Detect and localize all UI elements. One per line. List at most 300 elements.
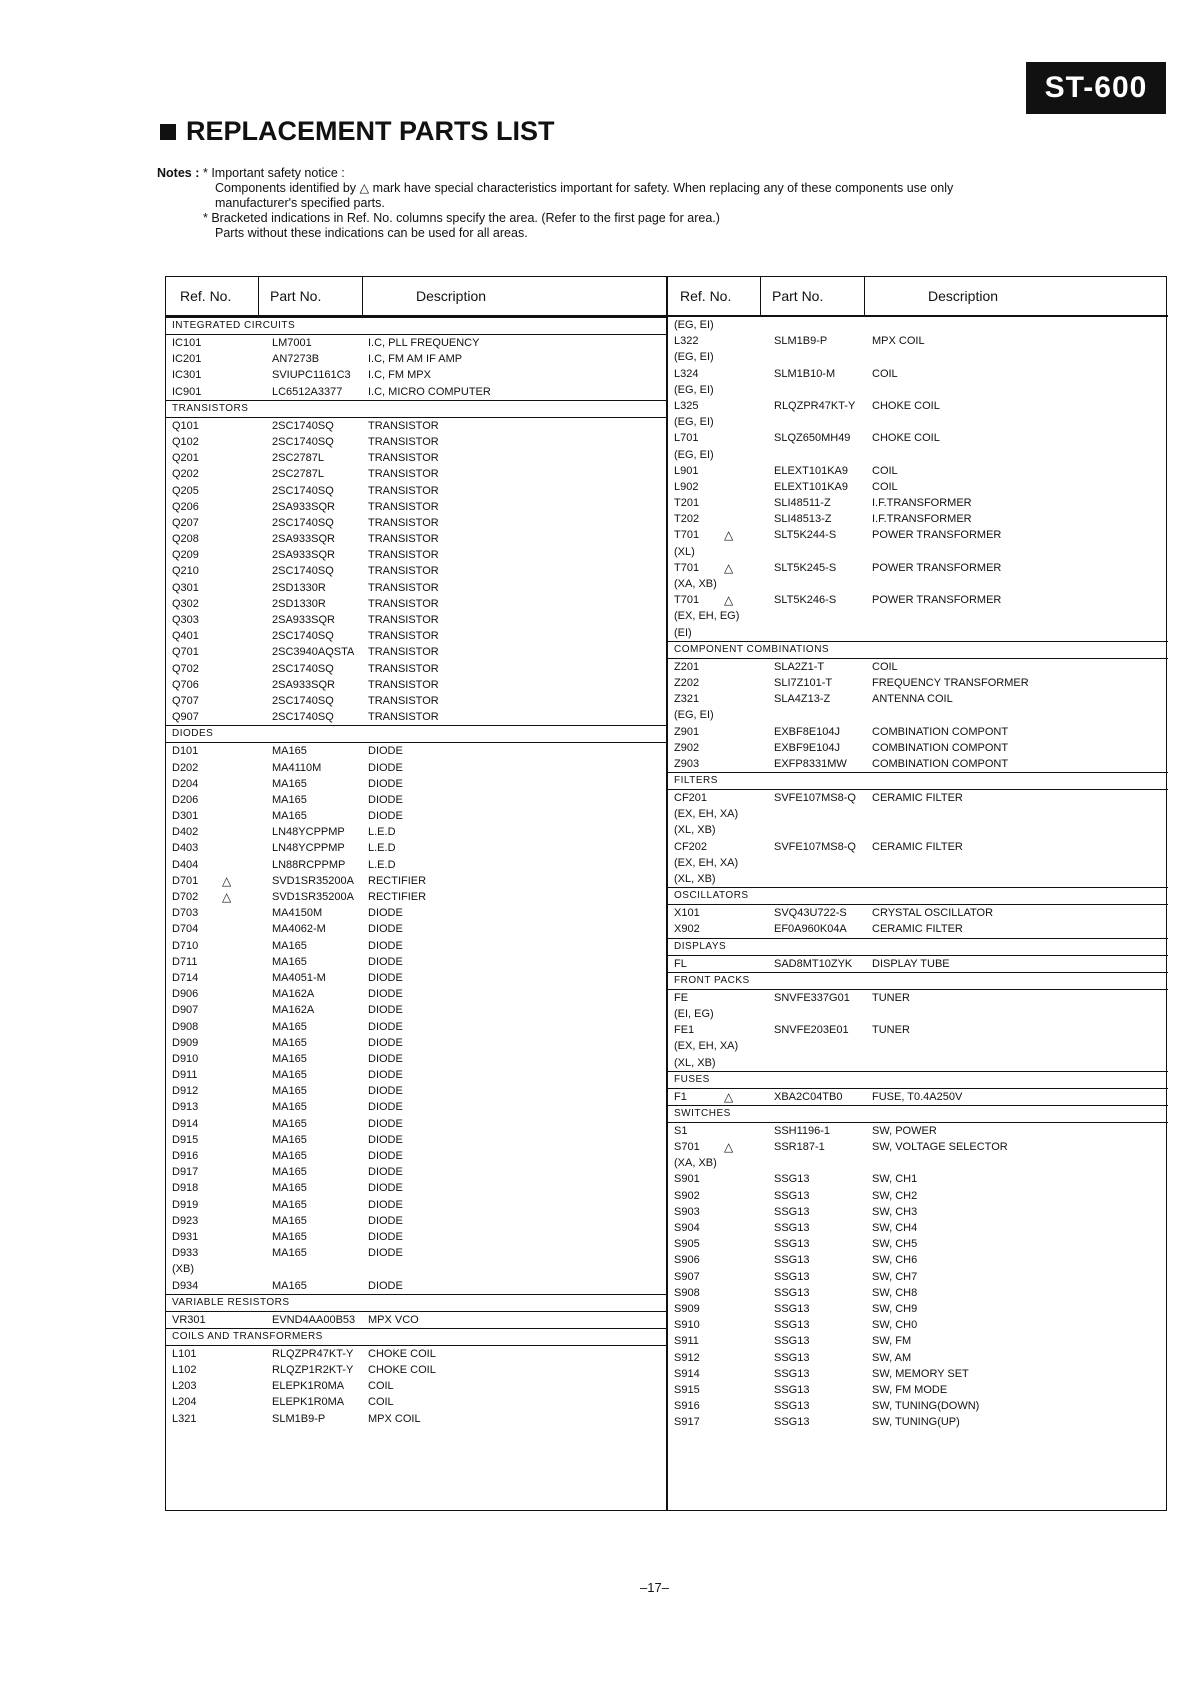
ref-no: D404 [172, 858, 199, 871]
warning-triangle-icon: △ [724, 560, 734, 575]
part-no: SAD8MT10ZYK [774, 957, 853, 970]
table-row [668, 822, 1168, 838]
part-no: SSG13 [774, 1335, 810, 1348]
description: ANTENNA COIL [872, 693, 953, 706]
table-row [668, 527, 1168, 543]
table-row [166, 418, 666, 434]
part-no: MA165 [272, 1182, 307, 1195]
table-row [166, 857, 666, 873]
part-no: 2SC2787L [272, 452, 324, 465]
description: I.C, FM AM IF AMP [368, 353, 463, 366]
part-no: MA165 [272, 810, 307, 823]
ref-no: D701 [172, 874, 199, 887]
description: COMBINATION COMPONT [872, 725, 1009, 738]
ref-no: F1 [674, 1090, 687, 1103]
header-ref: Ref. No. [680, 288, 732, 304]
description: SW, CH4 [872, 1222, 918, 1234]
ref-no: S701 [674, 1141, 700, 1154]
description: DIODE [368, 1036, 403, 1049]
ref-no: D911 [172, 1069, 198, 1082]
part-no: MA165 [272, 1279, 307, 1292]
part-no: SSG13 [774, 1400, 810, 1413]
ref-no: D702 [172, 891, 199, 903]
ref-no: Q907 [172, 711, 199, 724]
table-row [166, 954, 666, 970]
description: SW, TUNING(DOWN) [872, 1400, 980, 1413]
table-row [166, 1148, 666, 1164]
part-no: SSG13 [774, 1367, 810, 1380]
ref-no: D204 [172, 777, 199, 790]
description: DIODE [368, 1117, 403, 1130]
part-no: MA165 [272, 1166, 307, 1179]
description: DISPLAY TUBE [872, 957, 950, 970]
ref-no: D916 [172, 1150, 199, 1162]
warning-triangle-icon: △ [222, 890, 232, 904]
part-no: 2SA933SQR [272, 678, 335, 691]
ref-no: S905 [674, 1238, 700, 1251]
table-row [166, 351, 666, 367]
ref-no: L204 [172, 1396, 197, 1409]
ref-no: FE1 [674, 1024, 695, 1037]
ref-no: Q208 [172, 533, 199, 546]
description: RECTIFIER [368, 874, 427, 887]
part-no: 2SD1330R [272, 597, 326, 610]
part-no: MA162A [272, 988, 315, 1001]
part-no: SLT5K246-S [774, 594, 837, 607]
description: DIODE [368, 1198, 403, 1211]
notes-line-4: * Bracketed indications in Ref. No. columns specify the area. (Refer to the first page for area.) [203, 211, 720, 225]
page-number: –17– [640, 1580, 669, 1595]
table-row [668, 1055, 1168, 1071]
part-no: SSG13 [774, 1416, 810, 1429]
table-row [166, 483, 666, 499]
description: I.F.TRANSFORMER [872, 497, 972, 510]
table-row [668, 1139, 1168, 1155]
parts-column-right [666, 277, 1168, 1510]
description: CERAMIC FILTER [872, 923, 963, 936]
part-no: 2SC1740SQ [272, 711, 334, 724]
ref-no: Q206 [172, 500, 199, 513]
ref-no: S908 [674, 1286, 700, 1299]
ref-no: S915 [674, 1383, 700, 1396]
parts-column-left [166, 277, 666, 1510]
description: I.C, FM MPX [368, 369, 431, 382]
ref-no: S917 [674, 1416, 700, 1429]
ref-no: D907 [172, 1004, 199, 1017]
ref-no: IC901 [172, 385, 202, 398]
table-row [166, 1099, 666, 1115]
notes-line-2a: Components identified by [215, 181, 357, 195]
description: TRANSISTOR [368, 500, 439, 513]
description: DIODE [368, 1004, 403, 1017]
description: CHOKE COIL [368, 1347, 436, 1360]
ref-no: T202 [674, 513, 700, 526]
ref-no: Q209 [172, 549, 199, 562]
table-header-left [166, 277, 666, 317]
part-no: EXBF9E104J [774, 741, 841, 754]
ref-no: (XL, XB) [674, 824, 716, 837]
table-row [166, 1197, 666, 1213]
table-row [668, 1366, 1168, 1382]
part-no: SLA2Z1-T [774, 660, 825, 673]
table-row [166, 970, 666, 986]
table-row [166, 1378, 666, 1394]
table-row [668, 414, 1168, 430]
page-title-text: REPLACEMENT PARTS LIST [186, 116, 555, 146]
ref-no: S910 [674, 1319, 700, 1332]
part-no: RLQZPR47KT-Y [774, 399, 856, 412]
ref-no: L102 [172, 1364, 197, 1377]
description: TRANSISTOR [368, 533, 439, 546]
table-row [668, 839, 1168, 855]
ref-no: IC101 [172, 337, 202, 349]
ref-no: IC301 [172, 369, 202, 382]
part-no: SSG13 [774, 1383, 810, 1396]
part-no: SVQ43U722-S [774, 907, 847, 920]
part-no: MA165 [272, 1230, 307, 1243]
table-row [166, 1083, 666, 1099]
ref-no: L901 [674, 464, 699, 477]
ref-no: L203 [172, 1380, 197, 1393]
warning-triangle-icon: △ [359, 181, 370, 195]
table-row [668, 1171, 1168, 1187]
part-no: EF0A960K04A [774, 923, 847, 936]
part-no: MA4062-M [272, 923, 326, 936]
table-row [166, 596, 666, 612]
ref-no: S914 [674, 1367, 700, 1380]
warning-triangle-icon: △ [222, 873, 232, 888]
table-row [166, 466, 666, 482]
table-row [166, 743, 666, 759]
description: DIODE [368, 1182, 403, 1195]
ref-no: S909 [674, 1302, 700, 1315]
table-row [166, 873, 666, 889]
ref-no: D933 [172, 1247, 199, 1260]
description: DIODE [368, 810, 403, 823]
table-row [668, 560, 1168, 576]
part-no: SSG13 [774, 1173, 810, 1186]
table-row [668, 1236, 1168, 1252]
description: COMBINATION COMPONT [872, 741, 1009, 754]
description: COIL [368, 1396, 394, 1409]
warning-triangle-icon: △ [724, 1089, 734, 1104]
table-row [668, 625, 1168, 641]
description: SW, CH5 [872, 1238, 918, 1251]
part-no: MA165 [272, 1198, 307, 1211]
part-no: SVIUPC1161C3 [272, 369, 351, 382]
part-no: MA165 [272, 1117, 307, 1130]
description: DIODE [368, 1069, 403, 1082]
header-desc: Description [416, 288, 487, 304]
ref-no: (XL, XB) [674, 1056, 716, 1069]
description: COIL [872, 480, 898, 493]
header-desc: Description [928, 288, 999, 304]
description: RECTIFIER [368, 891, 427, 903]
part-no: SLM1B10-M [774, 367, 836, 380]
section-header: DIODES [166, 725, 666, 743]
ref-no: D914 [172, 1117, 199, 1130]
table-row [668, 592, 1168, 608]
ref-no: S912 [674, 1351, 700, 1364]
description: TRANSISTOR [368, 646, 439, 659]
ref-no: S903 [674, 1205, 700, 1218]
table-row [668, 398, 1168, 414]
ref-no: L902 [674, 480, 699, 493]
ref-no: (EI, EG) [674, 1007, 714, 1020]
description: DIODE [368, 793, 403, 806]
header-part: Part No. [270, 288, 322, 304]
description: FREQUENCY TRANSFORMER [872, 676, 1029, 689]
part-no: SSG13 [774, 1351, 810, 1364]
part-no: MA165 [272, 1247, 307, 1260]
table-row [668, 317, 1168, 333]
table-row [668, 724, 1168, 740]
table-row [166, 889, 666, 905]
description: TRANSISTOR [368, 452, 439, 465]
description: SW, CH0 [872, 1319, 918, 1332]
description: DIODE [368, 1230, 403, 1243]
table-row [166, 515, 666, 531]
part-no: MA4051-M [272, 971, 326, 984]
ref-no: FE [674, 991, 689, 1004]
table-row [668, 1269, 1168, 1285]
description: SW, FM MODE [872, 1383, 948, 1396]
model-badge: ST-600 [1026, 62, 1166, 114]
part-no: 2SC3940AQSTA [272, 646, 355, 659]
ref-no: (EG, EI) [674, 351, 714, 364]
description: TRANSISTOR [368, 678, 439, 691]
part-no: 2SC1740SQ [272, 435, 334, 448]
description: TRANSISTOR [368, 597, 439, 610]
description: DIODE [368, 1085, 403, 1098]
ref-no: Q707 [172, 694, 199, 707]
table-row [668, 1333, 1168, 1349]
part-no: MA165 [272, 939, 307, 952]
section-header: TRANSISTORS [166, 400, 666, 418]
ref-no: D931 [172, 1230, 199, 1243]
part-no: LN48YCPPMP [272, 842, 345, 855]
bullet-square-icon [160, 124, 176, 140]
table-row [668, 1414, 1168, 1430]
table-row [166, 434, 666, 450]
table-row [166, 580, 666, 596]
description: TRANSISTOR [368, 435, 439, 448]
ref-no: D710 [172, 939, 199, 952]
table-row [668, 1350, 1168, 1366]
part-no: MA165 [272, 1020, 307, 1033]
ref-no: (XL, XB) [674, 873, 716, 885]
table-row [166, 1261, 666, 1277]
part-no: AN7273B [272, 353, 320, 366]
section-header: SWITCHES [668, 1105, 1168, 1123]
description: SW, CH9 [872, 1302, 918, 1315]
table-row [668, 691, 1168, 707]
table-row [166, 709, 666, 725]
part-no: MA165 [272, 1085, 307, 1098]
table-row [668, 855, 1168, 871]
table-row [166, 1394, 666, 1410]
part-no: 2SA933SQR [272, 549, 335, 562]
table-row [668, 1188, 1168, 1204]
ref-no: (EX, EH, XA) [674, 856, 739, 869]
section-header: OSCILLATORS [668, 887, 1168, 905]
description: SW, CH7 [872, 1270, 918, 1283]
table-row [166, 563, 666, 579]
ref-no: (XA, XB) [674, 578, 717, 590]
ref-no: S904 [674, 1222, 700, 1234]
description: DIODE [368, 988, 403, 1001]
table-row [668, 447, 1168, 463]
table-row [668, 349, 1168, 365]
description: DIODE [368, 1150, 403, 1162]
part-no: SNVFE203E01 [774, 1024, 849, 1037]
warning-triangle-icon: △ [724, 593, 734, 608]
ref-no: D301 [172, 810, 199, 823]
notes-label: Notes : [157, 166, 200, 180]
table-row [166, 384, 666, 400]
description: I.C, PLL FREQUENCY [368, 337, 480, 349]
ref-no: D919 [172, 1198, 199, 1211]
table-row [166, 1180, 666, 1196]
table-row [166, 1346, 666, 1362]
part-no: SLM1B9-P [272, 1412, 326, 1425]
table-row [166, 776, 666, 792]
ref-no: Q702 [172, 662, 199, 675]
table-row [668, 756, 1168, 772]
ref-no: L701 [674, 432, 699, 445]
ref-no: D714 [172, 971, 199, 984]
description: COIL [872, 464, 898, 477]
part-no: 2SA933SQR [272, 533, 335, 546]
description: TRANSISTOR [368, 565, 439, 578]
part-no: SVFE107MS8-Q [774, 840, 856, 853]
part-no: LM7001 [272, 337, 312, 349]
description: TRANSISTOR [368, 419, 439, 432]
description: TRANSISTOR [368, 662, 439, 675]
ref-no: CF201 [674, 792, 708, 805]
description: DIODE [368, 1133, 403, 1146]
table-row [166, 760, 666, 776]
table-row [166, 677, 666, 693]
part-no: SLI7Z101-T [774, 676, 833, 689]
part-no: SVD1SR35200A [272, 874, 354, 887]
table-row [166, 1067, 666, 1083]
table-row [668, 382, 1168, 398]
ref-no: (EX, EH, EG) [674, 610, 740, 623]
ref-no: Z901 [674, 725, 700, 738]
table-row [166, 612, 666, 628]
table-row [668, 1301, 1168, 1317]
description: TUNER [872, 991, 910, 1004]
table-row [668, 1155, 1168, 1171]
ref-no: S907 [674, 1270, 700, 1283]
ref-no: Q205 [172, 484, 199, 497]
part-no: 2SC1740SQ [272, 694, 334, 707]
ref-no: S906 [674, 1254, 700, 1267]
part-no: SVD1SR35200A [272, 891, 354, 903]
description: SW, AM [872, 1351, 912, 1364]
description: MPX VCO [368, 1313, 419, 1326]
table-row [668, 871, 1168, 887]
description: DIODE [368, 1101, 403, 1114]
rows-right [668, 317, 1168, 1430]
table-row [166, 1411, 666, 1427]
description: DIODE [368, 907, 403, 920]
ref-no: S902 [674, 1189, 700, 1202]
table-row [166, 808, 666, 824]
table-row [166, 1229, 666, 1245]
part-no: MA4110M [272, 761, 322, 774]
table-row [166, 1051, 666, 1067]
part-no: ELEPK1R0MA [272, 1380, 345, 1393]
table-row [668, 511, 1168, 527]
part-no: XBA2C04TB0 [774, 1090, 843, 1103]
part-no: ELEPK1R0MA [272, 1396, 345, 1409]
ref-no: T701 [674, 594, 700, 607]
table-row [166, 1213, 666, 1229]
description: DIODE [368, 939, 403, 952]
ref-no: D202 [172, 761, 199, 774]
table-row [668, 905, 1168, 921]
description: DIODE [368, 1279, 403, 1292]
table-row [166, 1035, 666, 1051]
ref-no: D913 [172, 1101, 199, 1114]
section-header: DISPLAYS [668, 938, 1168, 956]
description: POWER TRANSFORMER [872, 561, 1002, 574]
part-no: SSG13 [774, 1189, 810, 1202]
description: DIODE [368, 923, 403, 936]
table-row [668, 1382, 1168, 1398]
ref-no: X902 [674, 923, 700, 936]
description: SW, CH6 [872, 1254, 918, 1267]
ref-no: D909 [172, 1036, 199, 1049]
ref-no: T701 [674, 561, 700, 574]
table-row [166, 824, 666, 840]
description: POWER TRANSFORMER [872, 594, 1002, 607]
part-no: SSG13 [774, 1302, 810, 1315]
part-no: ELEXT101KA9 [774, 464, 848, 477]
description: SW, CH3 [872, 1205, 918, 1218]
notes-line-3: manufacturer's specified parts. [215, 196, 385, 210]
ref-no: Q207 [172, 516, 199, 529]
description: SW, VOLTAGE SELECTOR [872, 1141, 1008, 1154]
section-header: FRONT PACKS [668, 972, 1168, 990]
ref-no: Q301 [172, 581, 199, 594]
part-no: SNVFE337G01 [774, 991, 850, 1004]
table-row [166, 661, 666, 677]
table-row [166, 1164, 666, 1180]
table-row [166, 938, 666, 954]
ref-no: (EG, EI) [674, 383, 714, 396]
description: TRANSISTOR [368, 614, 439, 626]
table-row [668, 495, 1168, 511]
part-no: SLQZ650MH49 [774, 432, 851, 445]
table-row [166, 1245, 666, 1261]
description: CERAMIC FILTER [872, 840, 963, 853]
part-no: RLQZPR47KT-Y [272, 1347, 354, 1360]
section-header: COILS AND TRANSFORMERS [166, 1328, 666, 1346]
description: DIODE [368, 777, 403, 790]
description: DIODE [368, 1247, 403, 1260]
table-row [668, 990, 1168, 1006]
table-row [668, 608, 1168, 624]
parts-table [165, 276, 1167, 1511]
page-title [160, 116, 555, 147]
part-no: ELEXT101KA9 [774, 480, 848, 493]
part-no: SSG13 [774, 1319, 810, 1332]
table-row [668, 1123, 1168, 1139]
description: SW, CH8 [872, 1286, 918, 1299]
